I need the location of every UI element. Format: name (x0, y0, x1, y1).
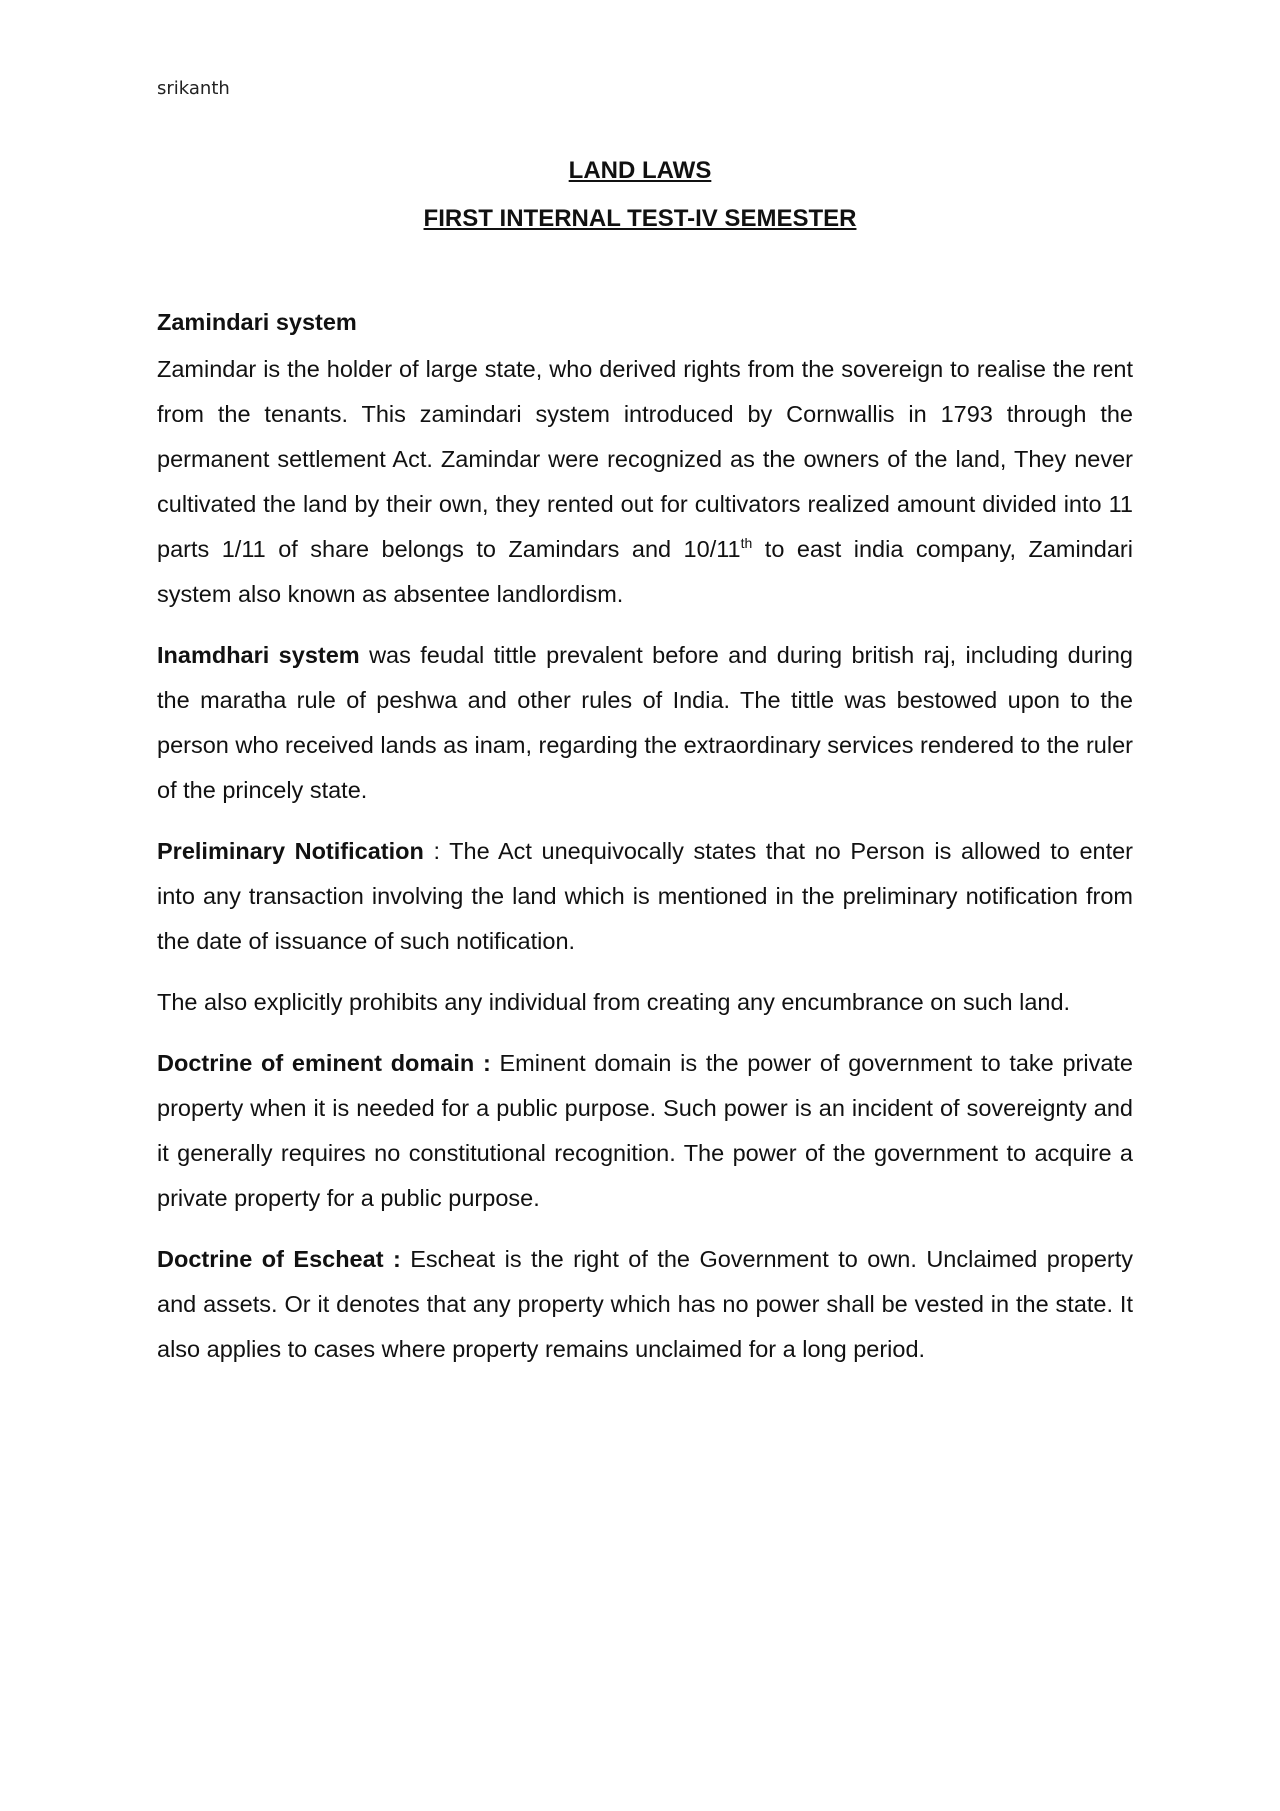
zamindari-text-b: to east india company, Zamindari system also known as absentee landlordism. (157, 536, 1133, 607)
document-body (157, 305, 1133, 1388)
term-eminent-domain: Doctrine of eminent domain : (157, 1050, 491, 1076)
zamindari-text-a: Zamindar is the holder of large state, who derived rights from the sovereign to realise the rent from the tenants. This zamindari system introduced by Cornwallis in 1793 through the permanent settlement Act. Zamindar were recognized as the owners of the land, They never cultivated the land by their own, they rented out for cultivators realized amount divided into 11 parts 1/11 of share belongs to Zamindars and 10/11 (157, 356, 1133, 562)
paragraph-escheat (157, 1237, 1133, 1372)
paragraph-encumbrance: The also explicitly prohibits any individual from creating any encumbrance on such land. (157, 989, 1071, 1015)
paragraph-preliminary-notification (157, 829, 1133, 964)
eminent-domain-text: Eminent domain is the power of government to take private property when it is needed for a public purpose. Such power is an incident of sovereignty and it generally requires no constitutional recognition. The power of the government to acquire a private property for a public purpose. (157, 1050, 1133, 1211)
term-preliminary-notification: Preliminary Notification (157, 838, 424, 864)
paragraph-eminent-domain (157, 1041, 1133, 1221)
document-subtitle: FIRST INTERNAL TEST-IV SEMESTER (423, 205, 857, 232)
section-heading-zamindari: Zamindari system (157, 309, 357, 335)
superscript-th: th (740, 535, 753, 552)
escheat-text: Escheat is the right of the Government to own. Unclaimed property and assets. Or it denotes that any property which has no power shall be vested in the state. It also applies to cases where property remains unclaimed for a long period. (157, 1246, 1133, 1362)
preliminary-text: : The Act unequivocally states that no Person is allowed to enter into any transaction involving the land which is mentioned in the preliminary notification from the date of issuance of such notification. (157, 838, 1134, 954)
term-inamdhari: Inamdhari system (157, 642, 360, 668)
inamdhari-text: was feudal tittle prevalent before and during british raj, including during the maratha rule of peshwa and other rules of India. The tittle was bestowed upon to the person who received lands as inam, regarding the extraordinary services rendered to the ruler of the princely state. (157, 642, 1133, 803)
document-title: LAND LAWS (568, 157, 712, 184)
header-author: srikanth (157, 78, 230, 99)
term-escheat: Doctrine of Escheat : (157, 1246, 401, 1272)
paragraph-zamindari (157, 347, 1133, 617)
paragraph-inamdhari (157, 633, 1133, 813)
